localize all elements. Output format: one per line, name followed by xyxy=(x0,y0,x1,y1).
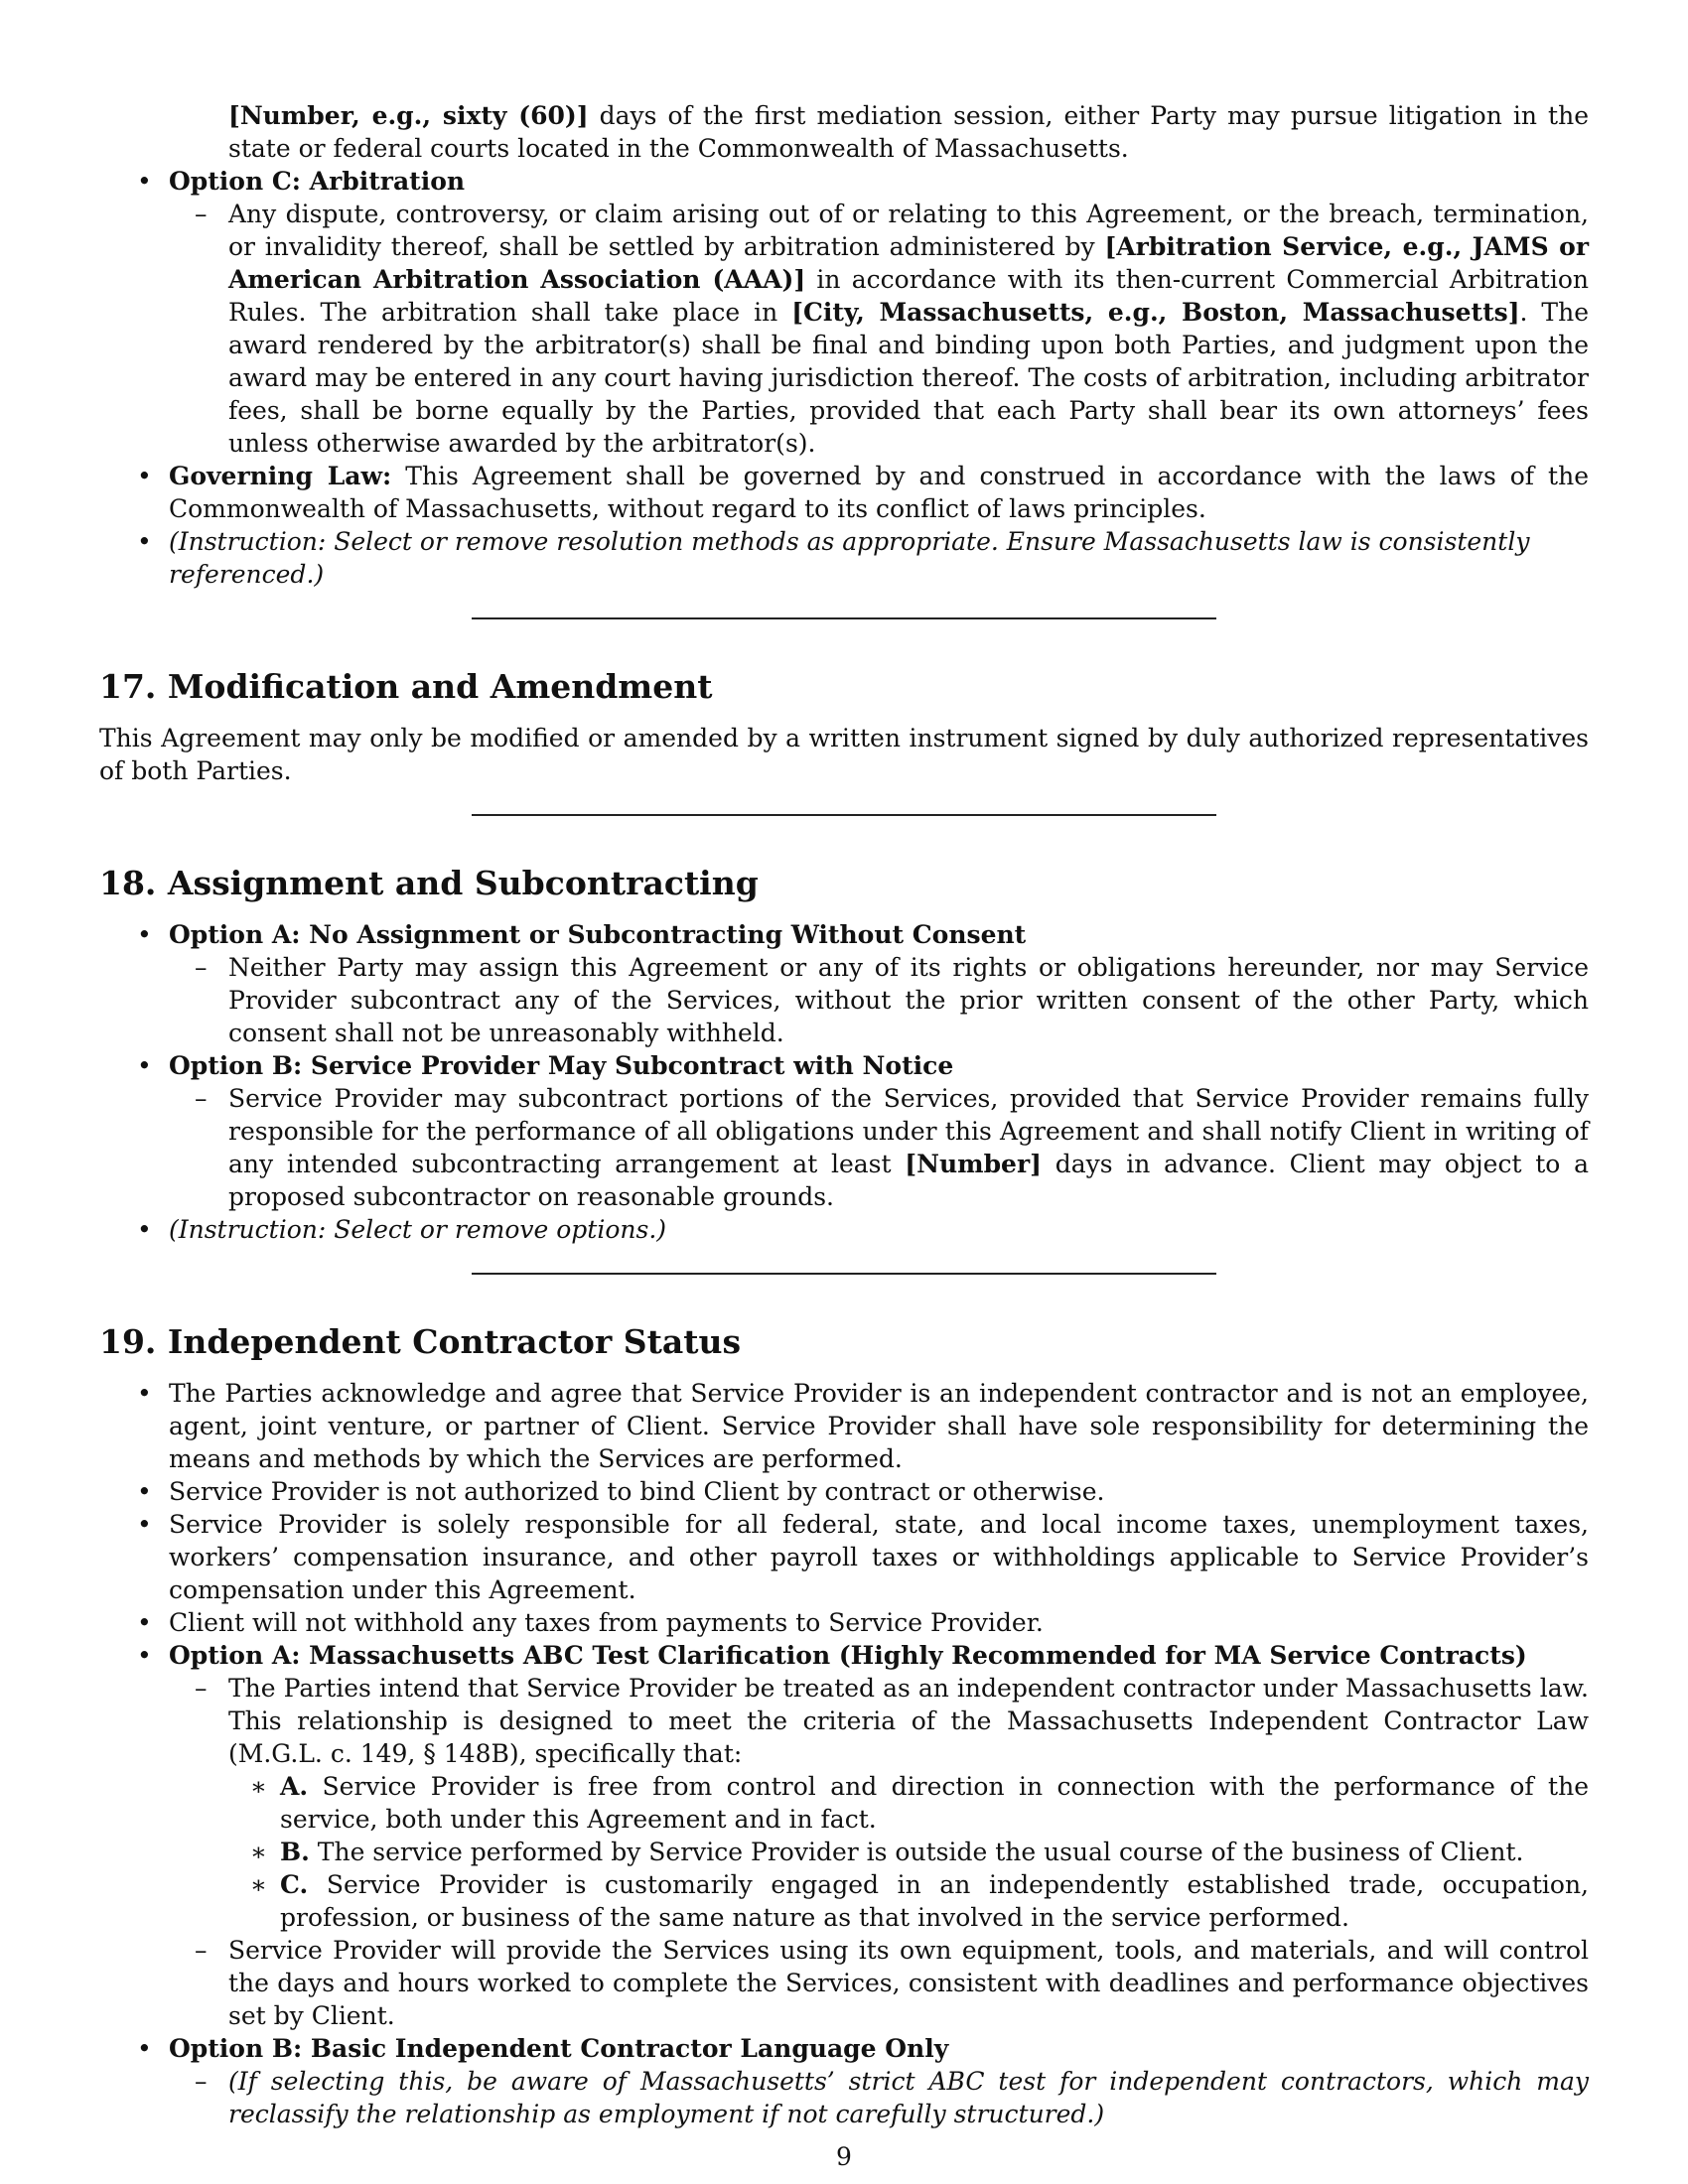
dash-marker: – xyxy=(195,1674,208,1703)
dash-marker: – xyxy=(195,1936,208,1965)
section-18-heading: 18. Assignment and Subcontracting xyxy=(99,864,759,902)
bullet-marker: • xyxy=(137,1510,152,1539)
dash-marker: – xyxy=(195,2067,208,2096)
list-item: • Client will not withhold any taxes from payments to Service Provider. xyxy=(137,1608,1044,1637)
option-c-subitem xyxy=(99,198,1589,460)
section-divider xyxy=(472,814,1216,816)
bullet-marker: • xyxy=(137,920,152,949)
instruction-item xyxy=(99,1213,1589,1246)
star-marker: ∗ xyxy=(250,1870,267,1899)
bullet-marker: • xyxy=(137,1215,152,1244)
list-item: • Service Provider is solely responsible for all federal, state, and local income taxes, unemployment taxes, workers’ compensation insurance, and other payroll taxes or withholdings applicable to Service Provider’s compensation under this Agreement. xyxy=(137,1510,1589,1604)
list-item: • Service Provider is not authorized to bind Client by contract or otherwise. xyxy=(137,1477,1105,1506)
option-b-item xyxy=(99,1049,1589,1082)
section-18-list xyxy=(99,918,1589,1246)
mediation-continuation: [Number, e.g., sixty (60)] days of the first mediation session, either Party may pursue litigation in the state or federal courts located in the Commonwealth of Massachusetts. xyxy=(228,101,1589,163)
section-16-list xyxy=(99,165,1589,591)
star-marker: ∗ xyxy=(250,1772,267,1801)
instruction-note: (Instruction: Select or remove resolution methods as appropriate. Ensure Massachusetts law is consistently referenced.) xyxy=(169,527,1530,589)
option-b-subitem xyxy=(99,1082,1589,1213)
list-item: • The Parties acknowledge and agree that Service Provider is an independent contractor and is not an employee, agent, joint venture, or partner of Client. Service Provider shall have sole responsibility for determining the means and methods by which the Services are performed. xyxy=(137,1379,1589,1473)
equipment-item: – Service Provider will provide the Services using its own equipment, tools, and materials, and will control the days and hours worked to complete the Services, consistent with deadlines and performance objectives set by Client. xyxy=(195,1936,1589,2030)
option-a-text: Neither Party may assign this Agreement or any of its rights or obligations hereunder, nor may Service Provider subcontract any of the Services, without the prior written consent of the other Party, which consent shall not be unreasonably withheld. xyxy=(228,953,1589,1047)
section-17-text: This Agreement may only be modified or amended by a written instrument signed by duly authorized representatives of both Parties. xyxy=(99,724,1589,785)
instruction-item xyxy=(99,525,1589,591)
bullet-marker: • xyxy=(137,1641,152,1670)
bullet-marker: • xyxy=(137,462,152,490)
bullet-marker: • xyxy=(137,2034,152,2063)
section-17-heading: 17. Modification and Amendment xyxy=(99,667,713,706)
dash-marker: – xyxy=(195,1084,208,1113)
option-a-item xyxy=(99,918,1589,951)
option-b-note: (If selecting this, be aware of Massachusetts’ strict ABC test for independent contractors, which may reclassify the relationship as employment if not carefully structured.) xyxy=(228,2067,1589,2128)
option-a-subitem xyxy=(99,951,1589,1049)
option-a-title: Option A: Massachusetts ABC Test Clarification (Highly Recommended for MA Service Contracts) xyxy=(169,1641,1527,1670)
section-divider xyxy=(472,1273,1216,1275)
bullet-marker: • xyxy=(137,1379,152,1408)
option-c-item xyxy=(99,165,1589,198)
page-number: 9 xyxy=(836,2142,852,2171)
section-19-list xyxy=(99,1377,1589,2130)
star-marker: ∗ xyxy=(250,1838,267,1866)
option-a-item xyxy=(99,1639,1589,1672)
dash-marker: – xyxy=(195,953,208,982)
option-b-text: Service Provider may subcontract portions of the Services, provided that Service Provider remains fully responsible for the performance of all obligations under this Agreement and shall notify Client in writing of any intended subcontracting arrangement at least [Number] days in advance. Client may object to a proposed subcontractor on reasonable grounds. xyxy=(228,1084,1589,1211)
option-b-title: Option B: Service Provider May Subcontract with Notice xyxy=(169,1051,954,1080)
arbitration-text: Any dispute, controversy, or claim arising out of or relating to this Agreement, or the breach, termination, or invalidity thereof, shall be settled by arbitration administered by [Arbitration Service, e.g., JAMS or American Arbitration Association (AAA)] in accordance with its then-current Commercial Arbitration Rules. The arbitration shall take place in [City, Massachusetts, e.g., Boston, Massachusetts]. The award rendered by the arbitrator(s) shall be final and binding upon both Parties, and judgment upon the award may be entered in any court having jurisdiction thereof. The costs of arbitration, including arbitrator fees, shall be borne equally by the Parties, provided that each Party shall bear its own attorneys’ fees unless otherwise awarded by the arbitrator(s). xyxy=(228,200,1589,458)
bullet-marker: • xyxy=(137,167,152,196)
dash-marker: – xyxy=(195,200,208,228)
option-a-title: Option A: No Assignment or Subcontracting Without Consent xyxy=(169,920,1027,949)
bullet-marker: • xyxy=(137,1051,152,1080)
bullet-marker: • xyxy=(137,1608,152,1637)
option-b-subitem xyxy=(99,2065,1589,2130)
bullet-marker: • xyxy=(137,1477,152,1506)
instruction-note: (Instruction: Select or remove options.) xyxy=(169,1215,667,1244)
abc-criterion-b: ∗ B. The service performed by Service Provider is outside the usual course of the business of Client. xyxy=(250,1838,1524,1866)
abc-intro-text: The Parties intend that Service Provider be treated as an independent contractor under Massachusetts law. This relationship is designed to meet the criteria of the Massachusetts Independent Contractor Law (M.G.L. c. 149, § 148B), specifically that: xyxy=(228,1674,1589,1768)
option-c-title: Option C: Arbitration xyxy=(169,167,466,196)
bullet-marker: • xyxy=(137,527,152,556)
governing-law-item: • Governing Law: This Agreement shall be governed by and construed in accordance with the laws of the Commonwealth of Massachusetts, without regard to its conflict of laws principles. xyxy=(137,462,1589,523)
option-b-title: Option B: Basic Independent Contractor Language Only xyxy=(169,2034,949,2063)
option-a-intro-item xyxy=(99,1672,1589,1770)
document-page xyxy=(99,99,1589,2130)
section-19-heading: 19. Independent Contractor Status xyxy=(99,1322,742,1361)
governing-law-title: Governing Law: xyxy=(169,462,392,490)
abc-criterion-a: ∗ A. Service Provider is free from control and direction in connection with the performance of the service, both under this Agreement and in fact. xyxy=(250,1772,1589,1834)
option-b-item xyxy=(99,2032,1589,2065)
section-divider xyxy=(472,617,1216,619)
abc-criterion-c: ∗ C. Service Provider is customarily engaged in an independently established trade, occupation, profession, or business of the same nature as that involved in the service performed. xyxy=(250,1870,1589,1932)
